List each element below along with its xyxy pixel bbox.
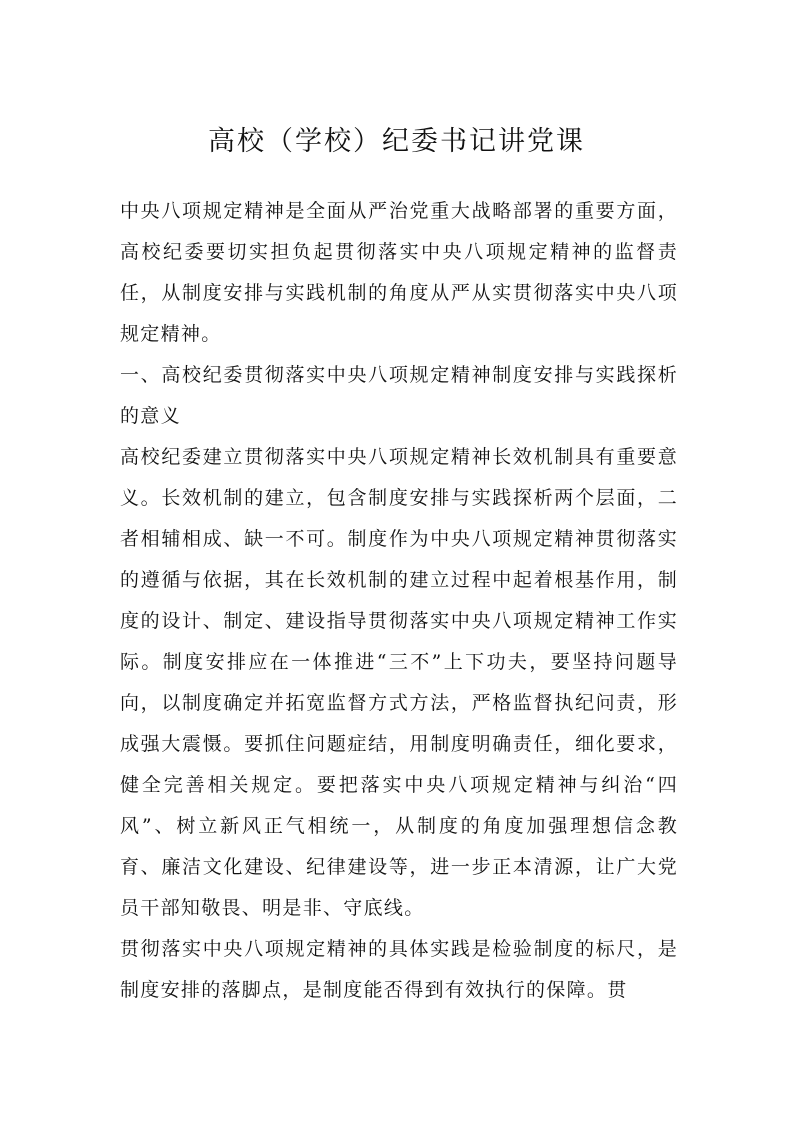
body-paragraph: 贯彻落实中央八项规定精神的具体实践是检验制度的标尺，是制度安排的落脚点，是制度能否得到有效执行的保障。贯 (120, 938, 678, 1001)
document-title: 高校（学校）纪委书记讲党课 (208, 126, 585, 157)
body-paragraph: 高校纪委建立贯彻落实中央八项规定精神长效机制具有重要意义。长效机制的建立，包含制度安排与实践探析两个层面，二者相辅相成、缺一不可。制度作为中央八项规定精神贯彻落实的遵循与依据，其在长效机制的建立过程中起着根基作用，制度的设计、制定、建设指导贯彻落实中央八项规定精神工作实际。制度安排应在一体推进“三不”上下功夫，要坚持问题导向，以制度确定并拓宽监督方式方法，严格监督执纪问责，形成强大震慑。要抓住问题症结，用制度明确责任，细化要求，健全完善相关规定。要把落实中央八项规定精神与纠治“四风”、树立新风正气相统一，从制度的角度加强理想信念教育、廉洁文化建设、纪律建设等，进一步正本清源，让广大党员干部知敬畏、明是非、守底线。 (120, 446, 678, 919)
section-heading: 一、高校纪委贯彻落实中央八项规定精神制度安排与实践探析的意义 (120, 364, 678, 427)
document-body (120, 191, 678, 1011)
intro-paragraph: 中央八项规定精神是全面从严治党重大战略部署的重要方面，高校纪委要切实担负起贯彻落实中央八项规定精神的监督责任，从制度安排与实践机制的角度从严从实贯彻落实中央八项规定精神。 (120, 200, 678, 345)
